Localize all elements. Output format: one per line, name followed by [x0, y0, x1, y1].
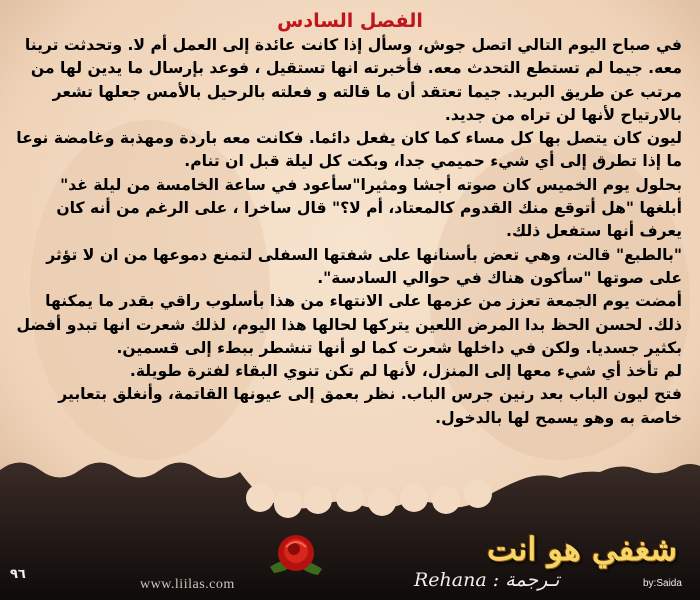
paragraph: فتح ليون الباب بعد رنين جرس الباب. نظر بعمق إلى عيونها القاتمة، وأنغلق بتعابير خاصة به وهو يسمح لها بالدخول.	[58, 385, 682, 427]
paragraph: في صباح اليوم التالي اتصل جوش، وسأل إذا كانت عائدة إلى العمل أم لا. وتحدثت ترينا معه. جيما لم تستطع التحدث معه. فأخبرته انها تستقيل ، فوعد بإرسال ما يدين لها من مرتب عن طريق البريد. جيما تعتقد أن ما قالته و فعلته بالرحيل بالأمس جعلها تشعر بالارتياح لأنها لن تراه من جديد.	[24, 36, 682, 124]
paragraph: بحلول يوم الخميس كان صوته أجشا ومثيرا"سأعود في ساعة الخامسة من ليلة غد" أبلغها "هل أتوقع منك القدوم كالمعتاد، أم لا؟" قال ساخرا ، على الرغم من أنه كان يعرف أنها ستفعل ذلك.	[56, 175, 682, 241]
site-url: www.liilas.com	[140, 577, 235, 592]
paragraph: لم تأخذ أي شيء معها إلى المنزل، لأنها لم تكن تنوي البقاء لفترة طويلة.	[129, 362, 682, 381]
rose-icon	[264, 527, 328, 583]
paragraph: ليون كان يتصل بها كل مساء كما كان يفعل دائما. فكانت معه باردة ومهذبة وغامضة نوعا ما إذا تطرق إلى أي شيء حميمي جدا، وبكت كل ليلة قبل ان تنام.	[16, 129, 682, 171]
chapter-body	[16, 34, 682, 430]
page-number: ٩٦	[10, 567, 26, 582]
design-credit: by:Saida	[643, 578, 682, 589]
translator-credit: Rehana : تـرجمة	[414, 569, 560, 591]
chapter-title: الفصل السادس	[277, 10, 423, 32]
paragraph: أمضت يوم الجمعة تعزز من عزمها على الانتهاء من هذا بأسلوب راقي بقدر ما يمكنها ذلك. لحسن الحظ بدا المرض اللعين يتركها لحالها هذا اليوم، لذلك شعرت انها تبدو أفضل بكثير جسديا. ولكن في داخلها شعرت كما لو أنها تنشطر ببطء إلى قسمين.	[16, 292, 682, 357]
book-title-logo: شغفي هو انت	[486, 530, 677, 568]
paragraph: "بالطبع" قالت، وهي تعض بأسنانها على شفتها السفلى لتمنع دموعها من ان لا تؤثر على صوتها "سأكون هناك في حوالي السادسة".	[46, 245, 682, 287]
